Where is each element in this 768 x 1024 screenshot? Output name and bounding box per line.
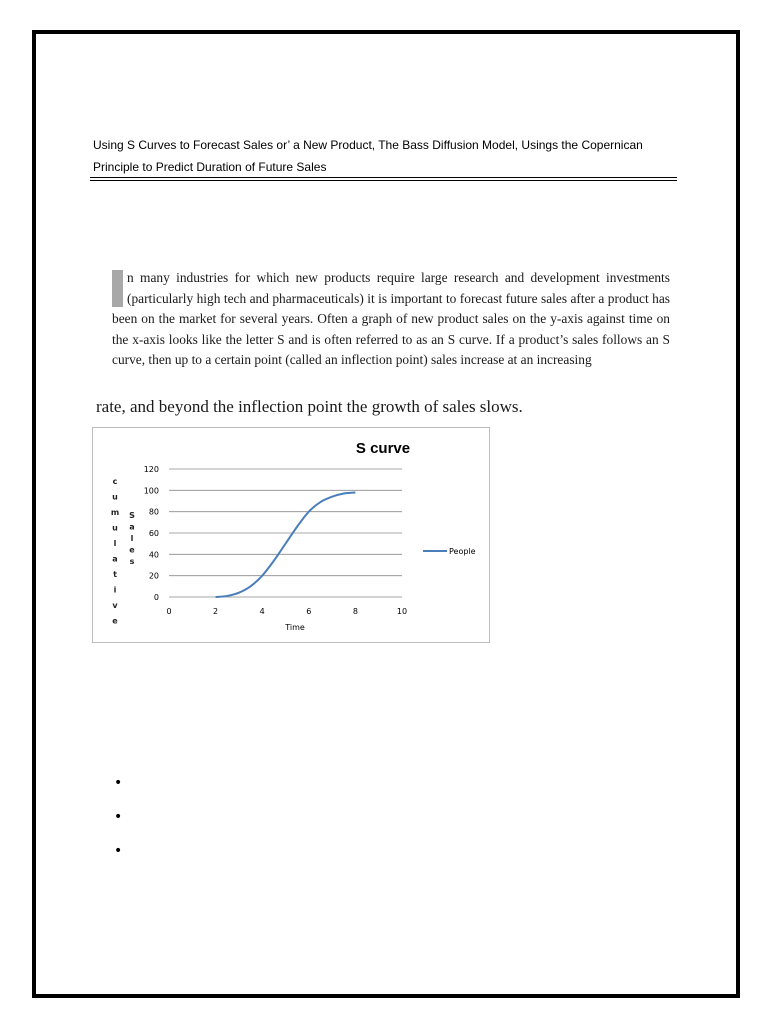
- y-axis-label-letter: e: [112, 616, 118, 626]
- x-tick-label: 0: [166, 607, 172, 616]
- chart-title: S curve: [355, 440, 411, 457]
- x-tick-label: 10: [396, 607, 408, 616]
- chart-canvas: [93, 428, 489, 642]
- y-axis-label-letter: i: [113, 585, 117, 595]
- bullet-dot: •: [114, 843, 123, 859]
- header-rule-top: [90, 177, 677, 178]
- y-axis-label-letter: S: [129, 511, 135, 520]
- bullet-dot: •: [114, 809, 123, 825]
- y-axis-label-letter: m: [110, 508, 120, 517]
- y-axis-label-letter: a: [129, 522, 135, 532]
- y-axis-label-letter: e: [129, 545, 135, 555]
- header-line-2: Principle to Predict Duration of Future Sales: [93, 160, 327, 174]
- header-line-1: Using S Curves to Forecast Sales or’ a New Product, The Bass Diffusion Model, Usings the Copernican: [93, 138, 643, 152]
- y-axis-label-letter: a: [112, 554, 118, 564]
- paragraph-last-line: rate, and beyond the inflection point the growth of sales slows.: [96, 397, 523, 416]
- list-item: [114, 840, 122, 874]
- s-curve-chart: [92, 427, 490, 643]
- legend-label-people: People: [449, 547, 476, 556]
- drop-cap-block: [112, 270, 123, 307]
- y-axis-label-letter: v: [112, 601, 118, 610]
- x-tick-label: 2: [213, 607, 219, 616]
- body-paragraph: [112, 268, 670, 371]
- list-item: [114, 806, 122, 840]
- y-tick-label: 40: [148, 550, 159, 560]
- y-tick-label: 60: [148, 529, 159, 538]
- header-rule-bottom: [90, 180, 677, 181]
- y-axis-label-letter: s: [129, 557, 135, 566]
- x-tick-label: 8: [352, 607, 358, 616]
- y-axis-label-letter: l: [130, 534, 134, 543]
- y-tick-label: 120: [143, 465, 159, 474]
- y-axis-label-letter: l: [113, 539, 117, 548]
- series-line-people: [216, 492, 356, 597]
- y-tick-label: 80: [148, 507, 159, 517]
- y-tick-label: 100: [143, 486, 159, 496]
- list-item: [114, 772, 122, 806]
- y-tick-label: 0: [153, 593, 159, 602]
- y-axis-label-letter: u: [112, 492, 118, 502]
- y-tick-label: 20: [148, 571, 159, 581]
- bullet-dot: •: [114, 775, 123, 791]
- page-header: [93, 134, 683, 178]
- x-axis-label: Time: [285, 623, 305, 632]
- y-axis-label-letter: c: [112, 477, 118, 486]
- y-axis-label-letter: u: [112, 523, 118, 533]
- paragraph-text: n many industries for which new products require large research and development investments (particularly high tech and pharmaceuticals) it is important to forecast future sales after a product has been on the market for several years. Often a graph of new product sales on the y-axis against time on the x-axis looks like the letter S and is often referred to as an S curve. If a product’s sales follows an S curve, then up to a certain point (called an inflection point) sales increase at an increasing: [112, 270, 670, 367]
- x-tick-label: 6: [306, 607, 312, 616]
- x-tick-label: 4: [259, 607, 265, 616]
- y-axis-label-letter: t: [113, 570, 117, 579]
- bullet-list: [114, 772, 122, 874]
